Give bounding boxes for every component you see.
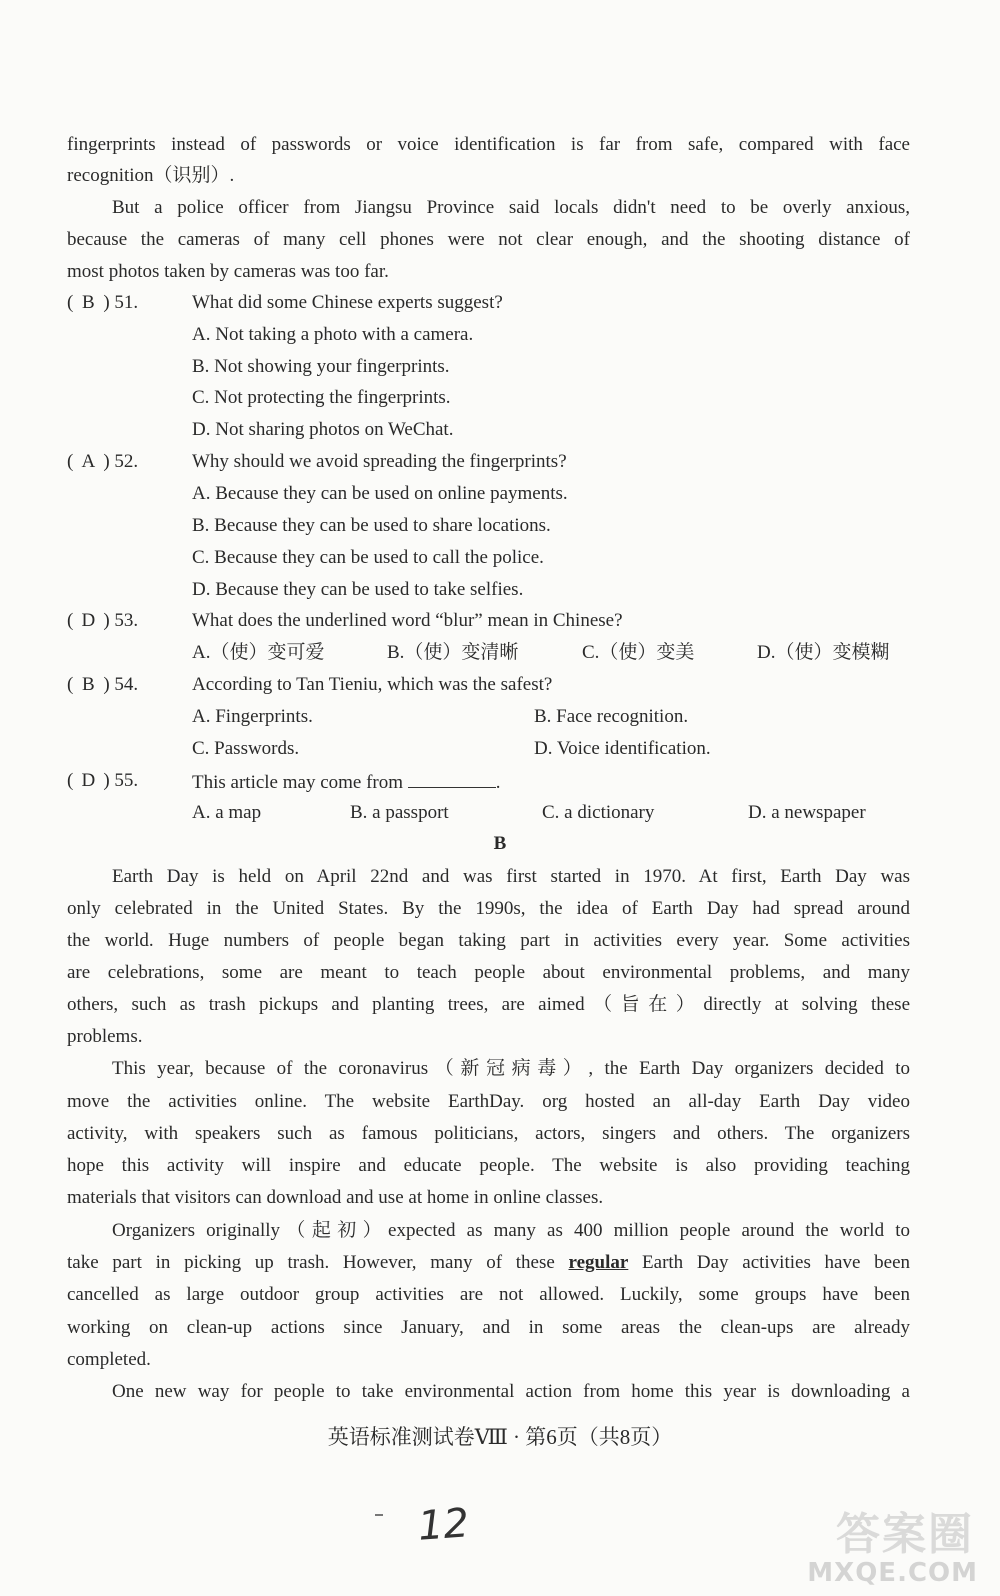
option: A. Because they can be used on online payments. — [192, 483, 568, 504]
answer-mark: B — [81, 292, 95, 313]
option: C. a dictionary — [542, 802, 655, 823]
option: D. a newspaper — [748, 802, 866, 823]
passage-line: working on clean-up actions since January, and in some areas the clean-ups are already — [67, 1317, 910, 1338]
question-number: ( B ) 54. — [67, 674, 139, 695]
q-num: 52. — [114, 451, 139, 472]
answer-blank — [408, 769, 496, 788]
text-segment: take part in picking up trash. However, many of these — [67, 1252, 555, 1273]
passage-line: the world. Huge numbers of people began taking part in activities every year. Some activities — [67, 930, 910, 951]
option: B. Not showing your fingerprints. — [192, 356, 450, 377]
question-text: What did some Chinese experts suggest? — [192, 292, 503, 313]
q-num: 51. — [114, 292, 139, 313]
stray-mark — [375, 1514, 383, 1516]
question-number: ( B ) 51. — [67, 292, 139, 313]
passage-line: Organizers originally（起初）expected as many as 400 million people around the world to — [112, 1220, 910, 1241]
passage-line: most photos taken by cameras was too far. — [67, 261, 389, 282]
q-num: 54. — [114, 674, 139, 695]
passage-line: This year, because of the coronavirus（新冠病毒）, the Earth Day organizers decided to — [112, 1058, 910, 1079]
question-text: Why should we avoid spreading the fingerprints? — [192, 451, 567, 472]
question-number: ( D ) 55. — [67, 770, 139, 791]
option: A. a map — [192, 802, 262, 823]
passage-line: only celebrated in the United States. By the 1990s, the idea of Earth Day had spread around — [67, 898, 910, 919]
watermark-logo-text: 答案圈 — [836, 1509, 974, 1560]
passage-line: materials that visitors can download and use at home in online classes. — [67, 1187, 604, 1208]
question-number: ( D ) 53. — [67, 610, 139, 631]
passage-line: hope this activity will inspire and educate people. The website is also providing teaching — [67, 1155, 910, 1176]
option: D. Not sharing photos on WeChat. — [192, 419, 454, 440]
watermark — [807, 1494, 992, 1594]
underlined-word: regular — [568, 1252, 629, 1273]
passage-line: problems. — [67, 1026, 143, 1047]
option: D.（使）变模糊 — [757, 642, 890, 663]
question-text-after: . — [495, 772, 501, 793]
text-segment: Earth Day activities have been — [642, 1252, 911, 1273]
question-number: ( A ) 52. — [67, 451, 139, 472]
question-text: According to Tan Tieniu, which was the safest? — [192, 674, 553, 695]
answer-mark: A — [81, 451, 96, 472]
passage-line: Earth Day is held on April 22nd and was first started in 1970. At first, Earth Day was — [112, 866, 910, 887]
passage-line: cancelled as large outdoor group activities are not allowed. Luckily, some groups have been — [67, 1284, 910, 1305]
option: A. Fingerprints. — [192, 706, 313, 727]
answer-mark: D — [81, 610, 96, 631]
passage-line: fingerprints instead of passwords or voice identification is far from safe, compared with face — [67, 134, 910, 155]
question-text — [192, 769, 501, 795]
q-num: 53. — [114, 610, 139, 631]
option: A.（使）变可爱 — [192, 642, 325, 663]
option: D. Because they can be used to take selfies. — [192, 579, 524, 600]
option: D. Voice identification. — [534, 738, 711, 759]
passage-line — [67, 1251, 910, 1275]
passage-line: But a police officer from Jiangsu Province said locals didn't need to be overly anxious, — [112, 197, 910, 218]
q-num: 55. — [114, 770, 139, 791]
answer-mark: B — [81, 674, 95, 695]
passage-line: move the activities online. The website EarthDay. org hosted an all-day Earth Day video — [67, 1091, 910, 1112]
option: B. Face recognition. — [534, 706, 689, 727]
page-footer: 英语标准测试卷Ⅷ · 第6页（共8页） — [327, 1425, 673, 1449]
passage-line: activity, with speakers such as famous politicians, actors, singers and others. The organizers — [67, 1123, 910, 1144]
passage-line: are celebrations, some are meant to teach people about environmental problems, and many — [67, 962, 910, 983]
option: B. a passport — [350, 802, 449, 823]
handwritten-page-number: 12 — [416, 1500, 471, 1550]
passage-line: because the cameras of many cell phones were not clear enough, and the shooting distance of — [67, 229, 910, 250]
answer-mark: D — [81, 770, 96, 791]
option: C. Passwords. — [192, 738, 300, 759]
passage-line: completed. — [67, 1349, 151, 1370]
option: C.（使）变美 — [582, 642, 695, 663]
section-heading: B — [493, 833, 507, 854]
question-text-before: This article may come from — [192, 772, 404, 793]
watermark-url: MXQE.COM — [807, 1558, 978, 1588]
option: B.（使）变清晰 — [387, 642, 519, 663]
option: A. Not taking a photo with a camera. — [192, 324, 474, 345]
passage-line: recognition（识别）. — [67, 165, 235, 186]
option: C. Not protecting the fingerprints. — [192, 387, 451, 408]
option: C. Because they can be used to call the police. — [192, 547, 544, 568]
passage-line: others, such as trash pickups and planting trees, are aimed（旨在）directly at solving these — [67, 994, 910, 1015]
question-text: What does the underlined word “blur” mean in Chinese? — [192, 610, 623, 631]
passage-line: One new way for people to take environmental action from home this year is downloading a — [112, 1381, 910, 1402]
option: B. Because they can be used to share locations. — [192, 515, 551, 536]
